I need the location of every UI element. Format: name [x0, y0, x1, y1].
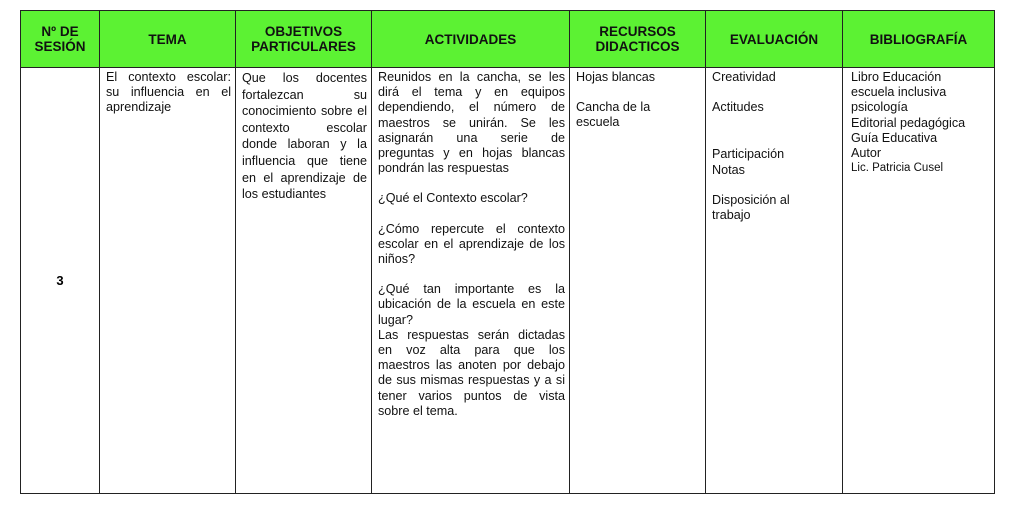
- activities-question-1: ¿Qué el Contexto escolar?: [378, 191, 528, 206]
- bibliography-cell: [843, 68, 995, 494]
- bibliography-item: Editorial pedagógica: [851, 115, 966, 130]
- header-row: [21, 11, 995, 68]
- header-topic: TEMA: [100, 11, 236, 68]
- header-objectives: OBJETIVOS PARTICULARES: [236, 11, 372, 68]
- bibliography-item: Libro Educación escuela inclusiva psicología: [851, 70, 947, 115]
- evaluation-item: Disposición al trabajo: [712, 192, 790, 223]
- resource-item: Hojas blancas: [576, 70, 656, 84]
- objectives-text: Que los docentes fortalezcan su conocimiento sobre el contexto escolar donde laboran y la influencia que tiene en el aprendizaje de los estudiantes: [242, 71, 367, 202]
- evaluation-item: Creatividad: [712, 70, 776, 84]
- resource-item: Cancha de la escuela: [576, 100, 651, 130]
- header-evaluation: EVALUACIÓN: [706, 11, 843, 68]
- header-bibliography: BIBLIOGRAFÍA: [843, 11, 995, 68]
- evaluation-cell: [706, 68, 843, 494]
- bibliography-item: Guía Educativa: [851, 130, 938, 145]
- activities-question-2: ¿Cómo repercute el contexto escolar en el aprendizaje de los niños?: [378, 221, 565, 267]
- activities-cell: [372, 68, 570, 494]
- objectives-cell: [236, 68, 372, 494]
- header-activities: ACTIVIDADES: [372, 11, 570, 68]
- bibliography-item: Lic. Patricia Cusel: [851, 162, 944, 175]
- topic-text: El contexto escolar: su influencia en el aprendizaje: [106, 70, 231, 115]
- activities-intro: Reunidos en la cancha, se les dirá el tema y en equipos dependiendo, el número de maestros se unirán. Se les asignarán una serie de preguntas y en hojas blancas pondrán las respuestas: [378, 70, 565, 176]
- header-session: Nº DE SESIÓN: [21, 11, 100, 68]
- evaluation-item: Actitudes: [712, 100, 764, 115]
- session-number: 3: [21, 68, 100, 494]
- resources-cell: [570, 68, 706, 494]
- topic-cell: [100, 68, 236, 494]
- activities-question-3: ¿Qué tan importante es la ubicación de la escuela en este lugar?: [378, 282, 565, 327]
- bibliography-item: Autor: [851, 146, 882, 161]
- evaluation-item: Notas: [712, 162, 745, 177]
- table-row: [21, 68, 995, 494]
- evaluation-item: Participación: [712, 147, 785, 162]
- activities-closing: Las respuestas serán dictadas en voz alta para que los maestros las anoten por debajo de sus mismas respuestas y a si tener varios puntos de vista sobre el tema.: [378, 327, 565, 418]
- header-resources: RECURSOS DIDACTICOS: [570, 11, 706, 68]
- session-plan-table: [20, 10, 995, 494]
